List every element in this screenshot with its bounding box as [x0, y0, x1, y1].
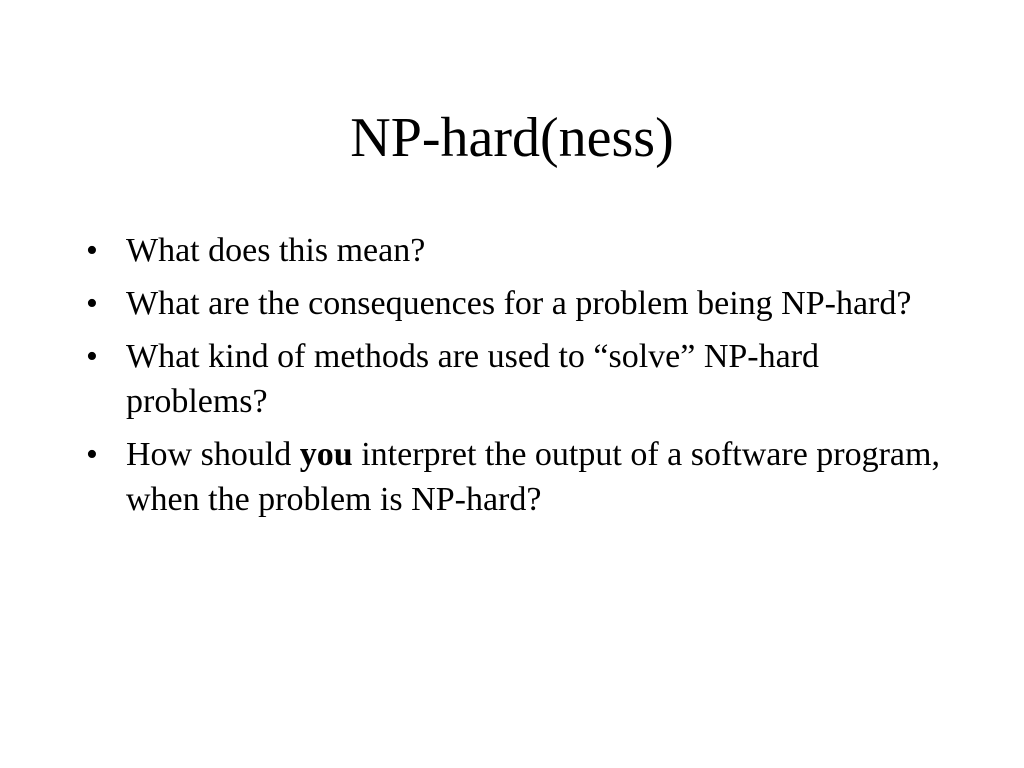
- bullet-item: [86, 432, 966, 522]
- bullet-text-after: interpret the output of a software program, when the problem is NP-hard?: [126, 436, 940, 518]
- bullet-icon: •: [86, 338, 98, 375]
- slide-title: NP-hard(ness): [350, 107, 674, 169]
- emphasis-text: you: [299, 436, 353, 473]
- bullet-icon: •: [86, 285, 98, 322]
- bullet-text: [126, 436, 940, 518]
- bullet-text: What kind of methods are used to “solve” NP-hard problems?: [126, 338, 820, 420]
- bullet-icon: •: [86, 232, 98, 269]
- bullet-item: [86, 334, 966, 424]
- bullet-item: [86, 228, 966, 273]
- bullet-icon: •: [86, 436, 98, 473]
- bullet-item: [86, 281, 966, 326]
- bullet-text-before: How should: [126, 436, 300, 473]
- bullet-list: [86, 228, 966, 530]
- bullet-text: What are the consequences for a problem being NP-hard?: [126, 285, 912, 322]
- bullet-text: What does this mean?: [126, 232, 426, 269]
